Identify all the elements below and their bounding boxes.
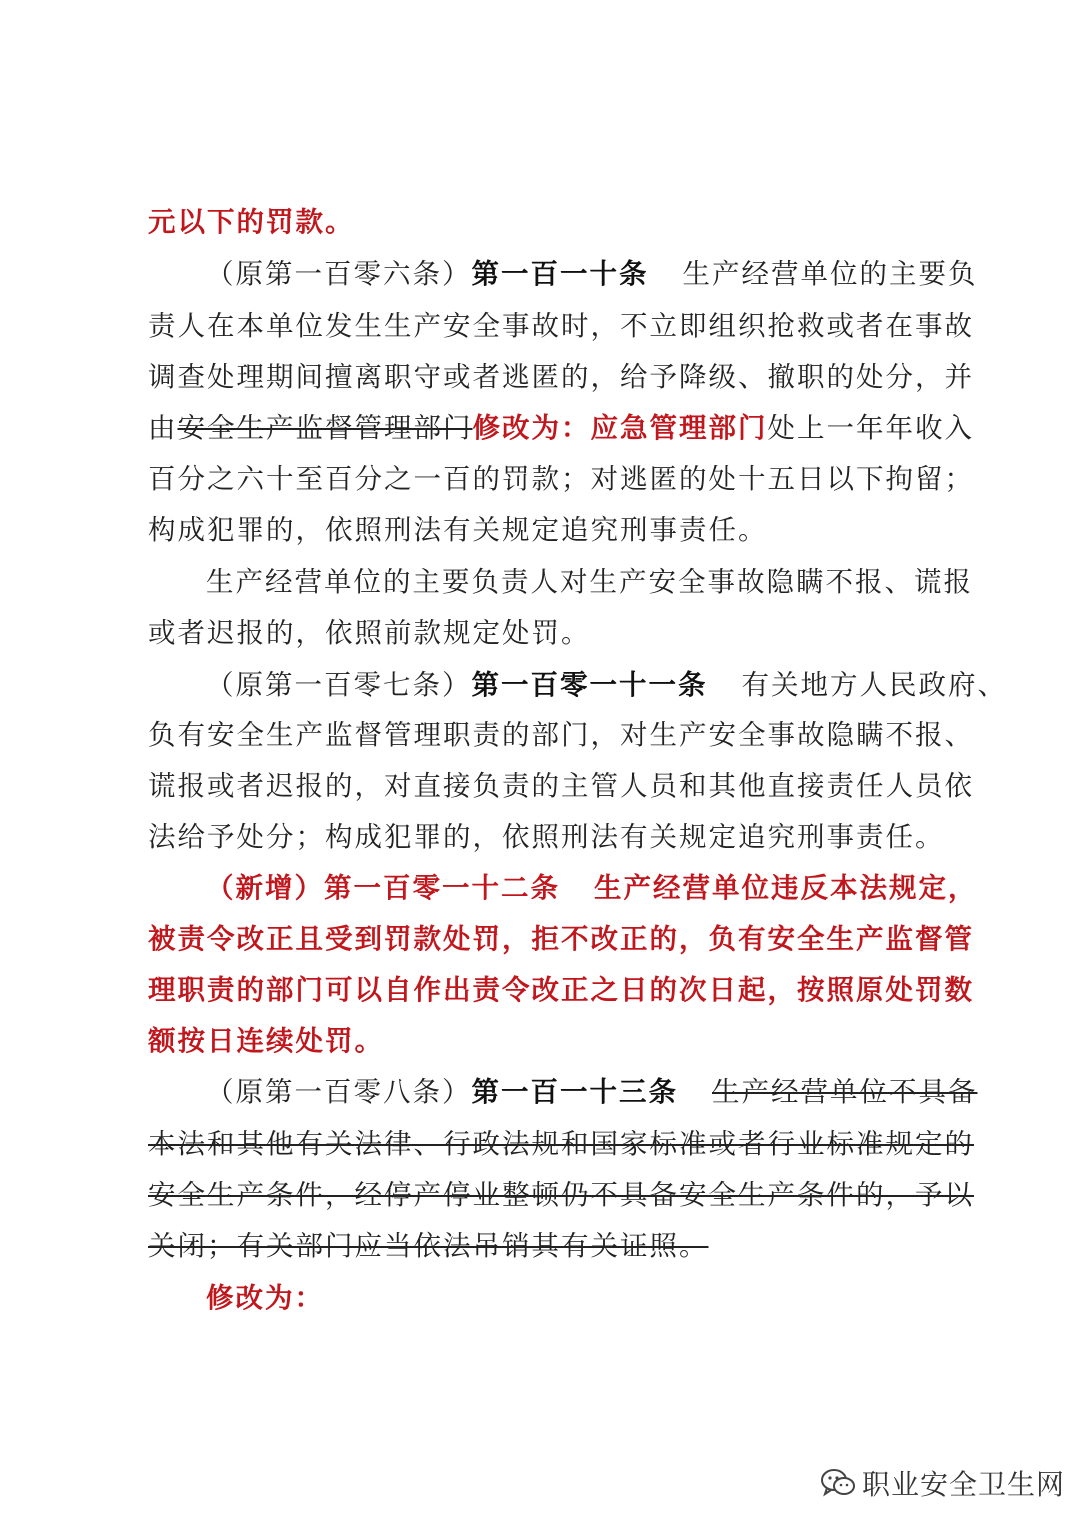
text-line: 责人在本单位发生生产安全事故时，不立即组织抢救或者在事故: [148, 310, 974, 342]
original-article-ref: （原第一百零六条）: [206, 258, 472, 290]
text-segment: 由: [148, 412, 178, 444]
article-title: 第一百一十条: [471, 258, 649, 290]
text-line: 生产经营单位违反本法规定，: [594, 872, 978, 904]
deleted-text: 安全生产条件，经停产停业整顿仍不具备安全生产条件的，予以: [148, 1179, 974, 1211]
text-line: 生产经营单位的主要负责人对生产安全事故隐瞒不报、谎报: [206, 566, 973, 598]
watermark-text: 职业安全卫生网: [862, 1468, 1066, 1501]
text-line: 元以下的罚款。: [148, 206, 355, 238]
article-title: 第一百一十三条: [471, 1076, 678, 1108]
text-line: 理职责的部门可以自作出责令改正之日的次日起，按照原处罚数: [148, 974, 974, 1006]
text-segment: 处上一年年收入: [767, 412, 974, 444]
text-line: 有关地方人民政府、: [741, 669, 1007, 701]
article-title: 第一百零一十一条: [471, 669, 708, 701]
deleted-text: 安全生产监督管理部门: [177, 412, 473, 444]
deleted-text: 关闭；有关部门应当依法吊销其有关证照。: [148, 1230, 709, 1262]
watermark: [820, 1458, 1065, 1508]
text-line: 构成犯罪的，依照刑法有关规定追究刑事责任。: [148, 514, 768, 546]
text-line: 法给予处分；构成犯罪的，依照刑法有关规定追究刑事责任。: [148, 821, 945, 853]
text-line: 谎报或者迟报的，对直接负责的主管人员和其他直接责任人员依: [148, 770, 974, 802]
text-line: 被责令改正且受到罚款处罚，拒不改正的，负有安全生产监督管: [148, 923, 974, 955]
article-110-heading-line: [206, 254, 978, 294]
article-112-heading-line: [206, 868, 978, 908]
article-113-heading-line: [206, 1072, 978, 1112]
amended-line: [148, 408, 974, 448]
original-article-ref: （原第一百零八条）: [206, 1076, 472, 1108]
deleted-text: 生产经营单位不具备: [712, 1076, 978, 1108]
wechat-icon: [820, 1467, 856, 1499]
text-line: 或者迟报的，依照前款规定处罚。: [148, 617, 591, 649]
new-article-title: （新增）第一百零一十二条: [206, 872, 560, 904]
original-article-ref: （原第一百零七条）: [206, 669, 472, 701]
deleted-text: 本法和其他有关法律、行政法规和国家标准或者行业标准规定的: [148, 1128, 974, 1160]
text-line: 额按日连续处罚。: [148, 1025, 384, 1057]
text-line: 生产经营单位的主要负: [682, 258, 978, 290]
article-111-heading-line: [206, 665, 1007, 705]
text-line: 负有安全生产监督管理职责的部门，对生产安全事故隐瞒不报、: [148, 719, 974, 751]
text-line: 调查处理期间擅离职守或者逃匿的，给予降级、撤职的处分，并: [148, 361, 974, 393]
modify-label: 修改为：: [206, 1282, 324, 1314]
amendment-text: 修改为：应急管理部门: [472, 412, 768, 444]
text-line: 百分之六十至百分之一百的罚款；对逃匿的处十五日以下拘留；: [148, 463, 974, 495]
